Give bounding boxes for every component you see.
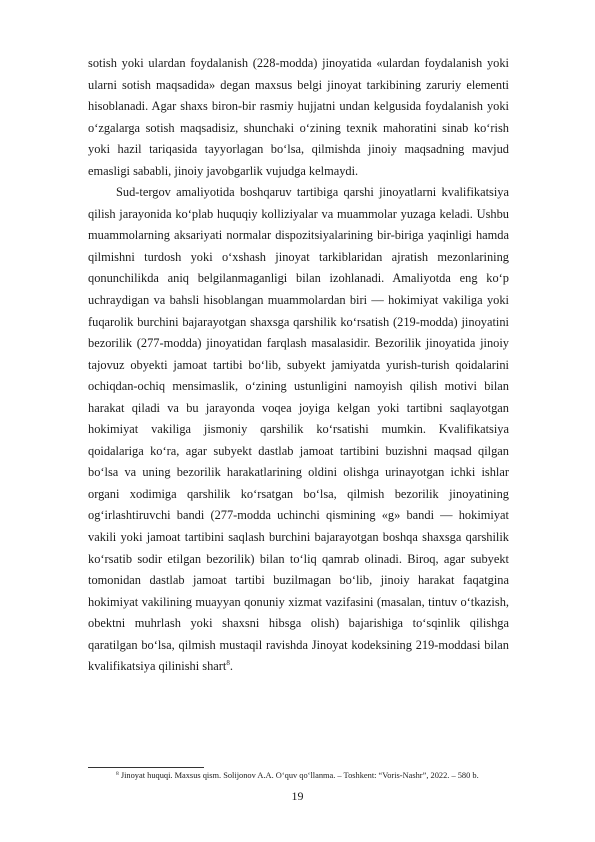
- paragraph-main: Sud-tergov amaliyotida boshqaruv tartibiga qarshi jinoyatlarni kvalifikatsiya qilish jarayonida ko‘plab huquqiy kolliziyalar va muammolar yuzaga keladi. Ushbu muammolarning aksariyati normalar dispozitsiyalarining bir-biriga yaqinligi hamda qilmishni turdosh yoki o‘xshash jinoyat tarkiblaridan ajratish mezonlarining qonunchilikda aniq belgilanmaganligi bilan izohlanadi. Amaliyotda eng ko‘p uchraydigan va bahsli hisoblangan muammolardan biri — hokimiyat vakiliga yoki fuqarolik burchini bajarayotgan shaxsga qarshilik ko‘rsatish (219-modda) jinoyatini bezorilik (277-modda) jinoyatidan farqlash masalasidir. Bezorilik jinoyatida jinoiy tajovuz obyekti jamoat tartibi bo‘lib, subyekt jamiyatda yurish-turish qoidalarini ochiqdan-ochiq mensimaslik, o‘zining ustunligini namoyish qilish motivi bilan harakat qiladi va bu jarayonda voqea joyiga kelgan yoki tartibni saqlayotgan hokimiyat vakiliga jismoniy qarshilik ko‘rsatishi mumkin. Kvalifikatsiya qoidalariga ko‘ra, agar subyekt dastlab jamoat tartibini buzishni maqsad qilgan bo‘lsa va uning bezorilik harakatlarining oldini olishga urinayotgan ichki ishlar organi xodimiga qarshilik ko‘rsatgan bo‘lsa, qilmish bezorilik jinoyatining og‘irlashtiruvchi bandi (277-modda uchinchi qismining «g» bandi — hokimiyat vakili yoki jamoat tartibini saqlash burchini bajarayotgan boshqa shaxsga qarshilik ko‘rsatib sodir etilgan bezorilik) bilan to‘liq qamrab olinadi. Biroq, agar subyekt tomonidan dastlab jamoat tartibi buzilmagan bo‘lib, jinoiy harakat faqatgina hokimiyat vakilining muayyan qonuniy xizmat vazifasini (masalan, tintuv o‘tkazish, obektni muhrlash yoki shaxsni hibsga olish) bajarishiga to‘sqinlik qilishga qaratilgan bo‘lsa, qilmish mustaqil ravishda Jinoyat kodeksining 219-moddasi bilan kvalifikatsiya qilinishi shart$^8$.: [88, 185, 509, 674]
- footnote-separator: [88, 767, 204, 768]
- footnote-text: Jinoyat huquqi. Maxsus qism. Solijonov A.A. O‘quv qo‘llanma. – Toshkent: “Voris-Nashr”, 2022. – 580 b.: [118, 771, 479, 780]
- footnote: [116, 770, 516, 781]
- page-number: 19: [291, 789, 304, 803]
- footnote-reference[interactable]: 8: [226, 659, 230, 668]
- footnote-number: 8: [116, 771, 119, 777]
- body-text: [88, 53, 509, 678]
- paragraph-main-text: Sud-tergov amaliyotida boshqaruv tartibiga qarshi jinoyatlarni kvalifikatsiya qilish jarayonida ko‘plab huquqiy kolliziyalar va muammolar yuzaga keladi. Ushbu muammolarning aksariyati normalar dispozitsiyalarining bir-biriga yaqinligi hamda qilmishni turdosh yoki o‘xshash jinoyat tarkiblaridan ajratish mezonlarining qonunchilikda aniq belgilanmaganligi bilan izohlanadi. Amaliyotda eng ko‘p uchraydigan va bahsli hisoblangan muammolardan biri — hokimiyat vakiliga yoki fuqarolik burchini bajarayotgan shaxsga qarshilik ko‘rsatish (219-modda) jinoyatini bezorilik (277-modda) jinoyatidan farqlash masalasidir. Bezorilik jinoyatida jinoiy tajovuz obyekti jamoat tartibi bo‘lib, subyekt jamiyatda yurish-turish qoidalarini ochiqdan-ochiq mensimaslik, o‘zining ustunligini namoyish qilish motivi bilan harakat qiladi va bu jarayonda voqea joyiga kelgan yoki tartibni saqlayotgan hokimiyat vakiliga jismoniy qarshilik ko‘rsatishi mumkin. Kvalifikatsiya qoidalariga ko‘ra, agar subyekt dastlab jamoat tartibini buzishni maqsad qilgan bo‘lsa va uning bezorilik harakatlarining oldini olishga urinayotgan ichki ishlar organi xodimiga qarshilik ko‘rsatgan bo‘lsa, qilmish bezorilik jinoyatining og‘irlashtiruvchi bandi (277-modda uchinchi qismining «g» bandi — hokimiyat vakili yoki jamoat tartibini saqlash burchini bajarayotgan boshqa shaxsga qarshilik ko‘rsatib sodir etilgan bezorilik) bilan to‘liq qamrab olinadi. Biroq, agar subyekt tomonidan dastlab jamoat tartibi buzilmagan bo‘lib, jinoiy harakat faqatgina hokimiyat vakilining muayyan qonuniy xizmat vazifasini (masalan, tintuv o‘tkazish, obektni muhrlash yoki shaxsni hibsga olish) bajarishiga to‘sqinlik qilishga qaratilgan bo‘lsa, qilmish mustaqil ravishda Jinoyat kodeksining 219-moddasi bilan kvalifikatsiya qilinishi shart: [88, 185, 509, 674]
- paragraph-continuation: sotish yoki ulardan foydalanish (228-modda) jinoyatida «ulardan foydalanish yoki ularni sotish maqsadida» degan maxsus belgi jinoyat tarkibining zaruriy elementi hisoblanadi. Agar shaxs biron-bir rasmiy hujjatni undan kelgusida foydalanish yoki o‘zgalarga sotish maqsadisiz, shunchaki o‘zining texnik mahoratini sinab ko‘rish yoki hazil tariqasida tayyorlagan bo‘lsa, qilmishda jinoiy maqsadning mavjud emasligi sababli, jinoiy javobgarlik vujudga kelmaydi.: [88, 56, 509, 178]
